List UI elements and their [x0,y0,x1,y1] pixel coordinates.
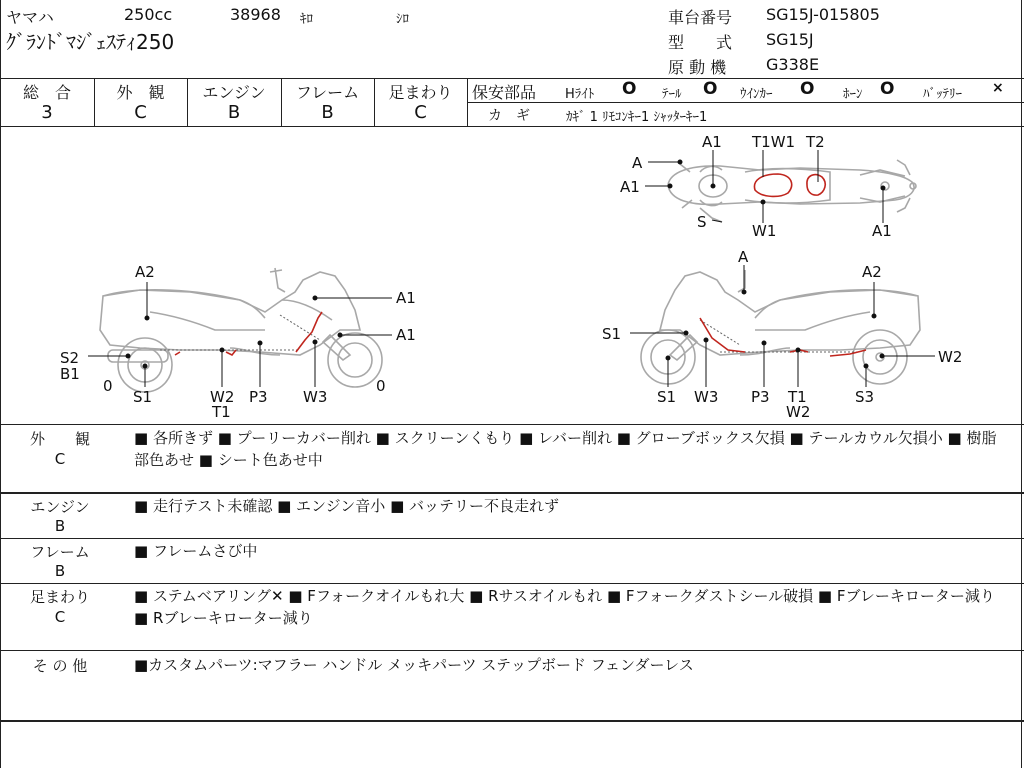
section-grade: C [54,450,66,468]
left-label: A1 [396,326,416,344]
grade-value-engine: B [227,102,241,123]
right-label: P3 [751,388,770,406]
right-label: T1 [788,388,807,406]
mileage-unit: ｷﾛ [300,12,313,27]
safety-mark-battery: × [992,80,1004,96]
divider [0,583,1024,584]
type-value: SG15J [766,30,814,49]
divider [0,424,1024,425]
divider [0,650,1024,651]
top-label: T1W1 [752,133,796,151]
left-side-scooter [100,268,382,392]
section-text: ■ フレームさび中 [134,542,258,560]
engine-value: G338E [766,55,820,74]
divider [0,720,1024,722]
section-grade: C [54,608,66,626]
top-label: S [697,213,707,231]
damage-diagram [0,127,1020,423]
key-text: ｶｷﾞ 1 ﾘﾓｺﾝｷｰ1 ｼｬｯﾀｰｷｰ1 [566,110,708,125]
right-label: A2 [862,263,882,281]
safety-label: 保安部品 [472,83,537,102]
left-label: A2 [135,263,155,281]
safety-item-winker: ｳｲﾝｶｰ [740,87,773,102]
section-grade: B [54,517,66,535]
divider [0,538,1024,539]
top-label: W1 [752,222,777,240]
color: ｼﾛ [396,12,409,27]
right-label: W3 [694,388,719,406]
grade-value-suspension: C [414,102,427,123]
left-label: T1 [212,403,231,421]
section-label: 外 観 [29,430,90,448]
grade-label-suspension: 足まわり [388,83,453,102]
section-text: ■ ステムベアリング✕ ■ Fフォークオイルもれ大 ■ Rサスオイルもれ ■ Fフォークダストシール破損 ■ Fブレーキローター減り ■ Rブレーキローター減り [134,587,995,627]
top-label: A [632,154,643,172]
divider [0,492,1024,494]
safety-item-horn: ﾎｰﾝ [843,87,863,102]
safety-item-battery: ﾊﾞｯﾃﾘｰ [923,87,962,102]
safety-mark-headlight: O [622,79,637,99]
top-label: T2 [806,133,825,151]
grade-value-frame: B [321,102,334,123]
section-text: ■カスタムパーツ:マフラー ハンドル メッキパーツ ステップボード フェンダーレス [134,656,694,674]
border-right [1021,0,1022,768]
left-label: S1 [133,388,153,406]
displacement: 250cc [124,5,173,24]
divider [468,102,1024,103]
grade-label-frame: フレーム [295,83,360,102]
left-label: W3 [303,388,328,406]
top-label: A1 [620,178,640,196]
safety-mark-tail: O [703,79,718,99]
frame-no-label: 車台番号 [668,8,733,27]
section-grade: B [54,562,66,580]
grade-value-exterior: C [134,102,147,123]
grade-label-exterior: 外 観 [116,83,165,102]
right-label: S1 [602,325,622,343]
left-label: S2 [60,349,80,367]
top-label: A1 [872,222,892,240]
grade-value-overall: 3 [41,102,53,123]
section-text: ■ 走行テスト未確認 ■ エンジン音小 ■ バッテリー不良走れず [134,497,560,515]
left-label: W2 [210,388,235,406]
right-label: W2 [786,403,811,421]
left-label: B1 [60,365,80,383]
left-label: A1 [396,289,416,307]
maker: ヤマハ [6,8,54,27]
right-label: W2 [938,348,963,366]
divider [467,78,468,126]
model-name: ｸﾞﾗﾝﾄﾞﾏｼﾞｪｽﾃｨ250 [6,30,175,54]
section-label: 足まわり [29,588,90,606]
left-label: 0 [376,377,386,395]
right-label: S1 [657,388,677,406]
right-label: S3 [855,388,875,406]
left-label: P3 [249,388,268,406]
key-label: カ ギ [488,108,530,124]
top-label: A1 [702,133,722,151]
section-label: エンジン [30,498,90,516]
engine-label: 原 動 機 [668,58,727,77]
divider [0,78,1024,79]
frame-no: SG15J-015805 [766,5,880,24]
section-label: そ の 他 [32,657,88,675]
section-text: ■ 各所きず ■ プーリーカバー削れ ■ スクリーンくもり ■ レバー削れ ■ グローブボックス欠損 ■ テールカウル欠損小 ■ 樹脂部色あせ ■ シート色あせ中 [134,429,997,469]
safety-item-tail: ﾃｰﾙ [662,87,682,102]
left-label: 0 [103,377,113,395]
grade-label-overall: 総 合 [22,83,71,102]
safety-item-headlight: Hﾗｲﾄ [565,87,595,102]
type-label: 型 式 [668,33,733,52]
grade-label-engine: エンジン [202,83,266,102]
mileage: 38968 [230,5,281,24]
right-label: A [738,248,749,266]
section-label: フレーム [30,543,90,561]
right-side-scooter [641,270,920,384]
safety-mark-winker: O [800,79,815,99]
safety-mark-horn: O [880,79,895,99]
